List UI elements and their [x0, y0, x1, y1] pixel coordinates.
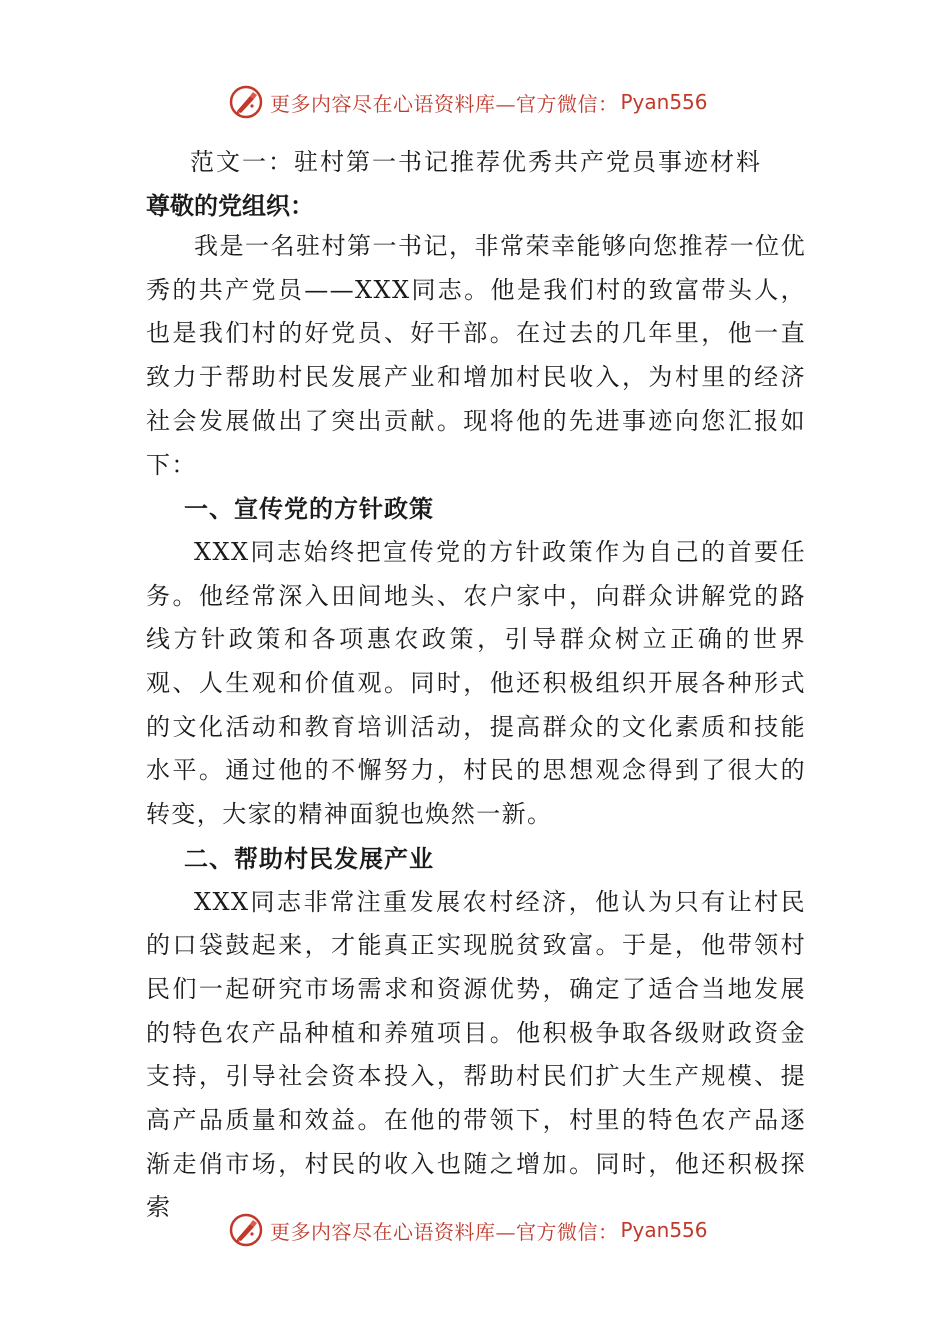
section-paragraph: XXX同志非常注重发展农村经济，他认为只有让村民的口袋鼓起来，才能真正实现脱贫致富。于是，他带领村民们一起研究市场需求和资源优势，确定了适合当地发展的特色农产品种植和养殖项目。他积极争取各级财政资金支持，引导社会资本投入，帮助村民们扩大生产规模、提高产品质量和效益。在他的带领下，村里的特色农产品逐渐走俏市场，村民的收入也随之增加。同时，他还积极探索 [146, 887, 806, 1222]
document-body [146, 225, 806, 1230]
footer-watermark-banner [0, 1210, 950, 1250]
wechat-id: Pyan556 [620, 1218, 708, 1242]
header-watermark-banner [0, 82, 950, 122]
salutation: 尊敬的党组织： [146, 191, 314, 220]
section-paragraph: XXX同志始终把宣传党的方针政策作为自己的首要任务。他经常深入田间地头、农户家中，向群众讲解党的路线方针政策和各项惠农政策，引导群众树立正确的世界观、人生观和价值观。同时，他还积极组织开展各种形式的文化活动和教育培训活动，提高群众的文化素质和技能水平。通过他的不懈努力，村民的思想观念得到了很大的转变，大家的精神面貌也焕然一新。 [146, 537, 806, 829]
intro-paragraph: 我是一名驻村第一书记，非常荣幸能够向您推荐一位优秀的共产党员——XXX同志。他是我们村的致富带头人，也是我们村的好党员、好干部。在过去的几年里，他一直致力于帮助村民发展产业和增加村民收入，为村里的经济社会发展做出了突出贡献。现将他的先进事迹向您汇报如下： [146, 232, 806, 479]
watermark-text: 更多内容尽在心语资料库—官方微信： [270, 1219, 619, 1244]
pen-logo-icon [228, 1212, 264, 1248]
section-heading: 一、宣传党的方针政策 [184, 494, 434, 524]
document-title: 范文一：驻村第一书记推荐优秀共产党员事迹材料 [190, 148, 762, 176]
pen-logo-icon [228, 84, 264, 120]
wechat-id: Pyan556 [620, 90, 708, 114]
section-heading: 二、帮助村民发展产业 [184, 843, 434, 873]
watermark-text: 更多内容尽在心语资料库—官方微信： [270, 91, 619, 116]
